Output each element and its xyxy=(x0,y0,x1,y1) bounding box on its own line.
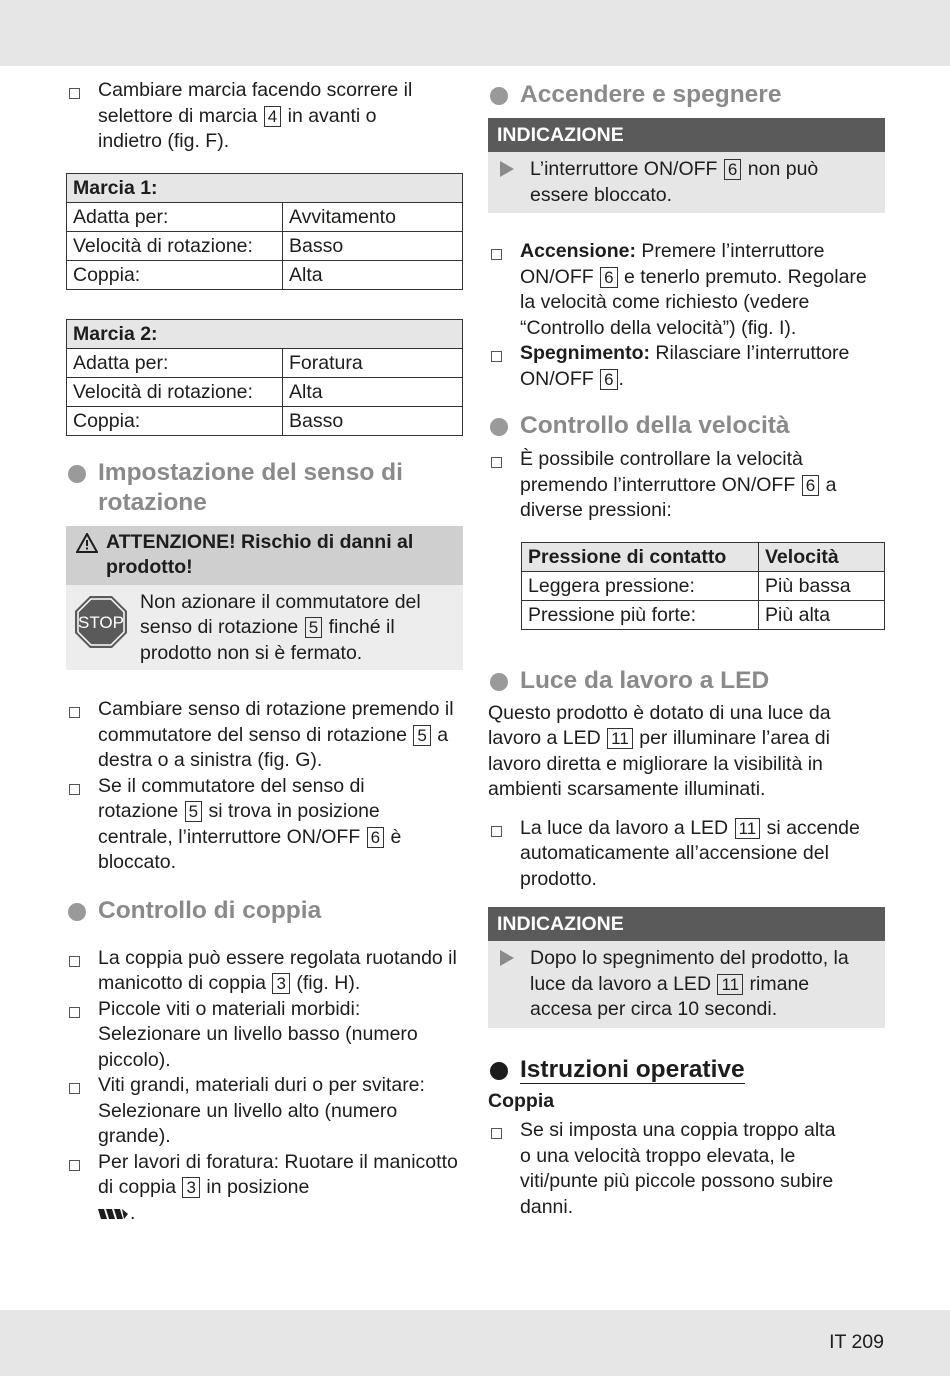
table-row: Adatta per: Avvitamento xyxy=(67,202,463,231)
list-item: Piccole viti o materiali morbidi: Selezionare un livello basso (numero piccolo). xyxy=(66,997,463,1074)
table-row: Adatta per: Foratura xyxy=(67,348,463,377)
section-heading: Controllo della velocità xyxy=(488,411,885,441)
list-item: Cambiare marcia facendo scorrere il selettore di marcia 4 in avanti o indietro (fig. F). xyxy=(66,78,463,155)
section-heading: Luce da lavoro a LED xyxy=(488,666,885,696)
led-paragraph: Questo prodotto è dotato di una luce da lavoro a LED 11 per illuminare l’area di lavoro diretta e migliorare la visibilità in ambienti scarsamente illuminati. xyxy=(488,701,831,800)
part-ref: 11 xyxy=(717,974,743,995)
part-ref: 5 xyxy=(413,725,430,746)
onoff-list xyxy=(488,239,885,392)
part-ref: 6 xyxy=(367,827,384,848)
table-header-row: Pressione di contatto Velocità xyxy=(522,542,885,571)
part-ref: 5 xyxy=(305,617,322,638)
list-item: Viti grandi, materiali duri o per svitare: Selezionare un livello alto (numero grande). xyxy=(66,1073,463,1150)
right-column xyxy=(488,78,885,1220)
part-ref: 6 xyxy=(802,475,819,496)
footer-bar xyxy=(0,1310,950,1376)
warning-body: STOP Non azionare il commutatore del senso di rotazione 5 finché il prodotto non si è fermato. xyxy=(66,585,463,671)
section-heading: Accendere e spegnere xyxy=(488,80,885,110)
list-item: Cambiare senso di rotazione premendo il commutatore del senso di rotazione 5 a destra o a sinistra (fig. G). xyxy=(66,697,463,774)
list-item: È possibile controllare la velocità premendo l’interruttore ON/OFF 6 a diverse pressioni: xyxy=(488,447,885,524)
note-box xyxy=(488,118,885,213)
table-title: Marcia 2: xyxy=(67,319,463,348)
stop-icon xyxy=(74,595,128,649)
list-item: Se si imposta una coppia troppo alta o una velocità troppo elevata, le viti/punte più piccole possono subire danni. xyxy=(488,1118,885,1220)
list-item: La luce da lavoro a LED 11 si accende automaticamente all’accensione del prodotto. xyxy=(488,816,885,893)
table-row: Leggera pressione: Più bassa xyxy=(522,571,885,600)
table-title: Marcia 1: xyxy=(67,173,463,202)
torque-list xyxy=(66,946,463,1227)
list-item: Accensione: Premere l’interruttore ON/OFF 6 e tenerlo premuto. Regolare la velocità come richiesto (vedere “Controllo della velocità”) (fig. I). xyxy=(488,239,885,341)
direction-list xyxy=(66,697,463,876)
note-body: Dopo lo spegnimento del prodotto, la luce da lavoro a LED 11 rimane accesa per circa 10 secondi. xyxy=(488,941,885,1028)
note-body: L’interruttore ON/OFF 6 non può essere bloccato. xyxy=(488,152,885,213)
part-ref: 3 xyxy=(182,1177,199,1198)
speed-table xyxy=(521,542,885,630)
svg-text:STOP: STOP xyxy=(78,612,124,632)
part-ref: 6 xyxy=(724,159,741,180)
section-heading: Controllo di coppia xyxy=(66,896,463,926)
note-header: INDICAZIONE xyxy=(488,118,885,152)
table-row: Coppia: Basso xyxy=(67,406,463,435)
part-ref: 11 xyxy=(735,818,761,839)
note-box xyxy=(488,907,885,1028)
part-ref: 6 xyxy=(600,267,617,288)
list-item: Per lavori di foratura: Ruotare il manicotto di coppia 3 in posizione . xyxy=(66,1150,463,1227)
section-heading: Istruzioni operative xyxy=(488,1055,885,1085)
part-ref: 11 xyxy=(607,728,633,749)
table-row: Pressione più forte: Più alta xyxy=(522,600,885,629)
page-number: IT 209 xyxy=(829,1331,884,1353)
warning-title: ATTENZIONE! Rischio di danni al prodotto! xyxy=(106,530,414,578)
left-column xyxy=(66,78,463,1226)
arrow-icon xyxy=(500,950,514,966)
list-item: La coppia può essere regolata ruotando il manicotto di coppia 3 (fig. H). xyxy=(66,946,463,997)
table-row: Velocità di rotazione: Basso xyxy=(67,231,463,260)
header-bar xyxy=(0,0,950,66)
warning-box xyxy=(66,526,463,671)
list-item: Se il commutatore del senso di rotazione 5 si trova in posizione centrale, l’interruttore ON/OFF 6 è bloccato. xyxy=(66,774,463,876)
drill-symbol-icon xyxy=(98,1207,130,1221)
warning-header xyxy=(66,526,463,585)
warning-icon xyxy=(76,533,98,553)
arrow-icon xyxy=(500,161,514,177)
gear2-table xyxy=(66,319,463,436)
section-heading: Impostazione del senso di rotazione xyxy=(66,458,463,518)
part-ref: 4 xyxy=(264,106,281,127)
note-header: INDICAZIONE xyxy=(488,907,885,941)
part-ref: 5 xyxy=(185,801,202,822)
subheading: Coppia xyxy=(488,1089,555,1112)
part-ref: 3 xyxy=(272,973,289,994)
list-item: Spegnimento: Rilasciare l’interruttore ON/OFF 6 . xyxy=(488,341,885,392)
gear1-table xyxy=(66,173,463,290)
table-row: Coppia: Alta xyxy=(67,260,463,289)
table-row: Velocità di rotazione: Alta xyxy=(67,377,463,406)
part-ref: 6 xyxy=(600,369,617,390)
